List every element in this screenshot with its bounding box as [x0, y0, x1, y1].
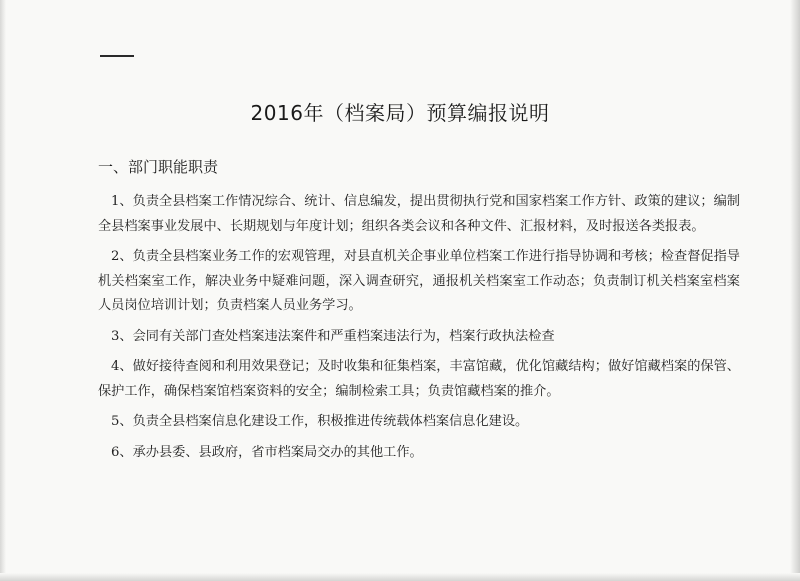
paragraph-6: 6、承办县委、县政府，省市档案局交办的其他工作。 [111, 444, 423, 460]
page-mark-dash [100, 55, 134, 57]
section-heading: 一、部门职能职责 [98, 158, 219, 176]
scan-edge-bottom [0, 573, 800, 581]
paragraph-3: 3、会同有关部门查处档案违法案件和严重档案违法行为，档案行政执法检查 [111, 328, 555, 344]
document-body [98, 190, 740, 471]
paragraph-4: 4、做好接待查阅和利用效果登记；及时收集和征集档案，丰富馆藏，优化馆藏结构；做好馆藏档案的保管、保护工作，确保档案馆档案资料的安全；编制检索工具；负责馆藏档案的推介。 [98, 359, 740, 399]
scan-edge-right [790, 0, 800, 581]
paragraph-2: 2、负责全县档案业务工作的宏观管理，对县直机关企事业单位档案工作进行指导协调和考核；检查督促指导机关档案室工作，解决业务中疑难问题，深入调查研究，通报机关档案室工作动态；负责制订机关档案室档案人员岗位培训计划；负责档案人员业务学习。 [98, 249, 740, 313]
scan-edge-left [0, 0, 6, 581]
paragraph-1: 1、负责全县档案工作情况综合、统计、信息编发，提出贯彻执行党和国家档案工作方针、政策的建议；编制全县档案事业发展中、长期规划与年度计划；组织各类会议和各种文件、汇报材料，及时报送各类报表。 [98, 194, 740, 234]
document-title: 2016年（档案局）预算编报说明 [250, 101, 550, 125]
paragraph-5: 5、负责全县档案信息化建设工作，积极推进传统载体档案信息化建设。 [111, 414, 529, 429]
